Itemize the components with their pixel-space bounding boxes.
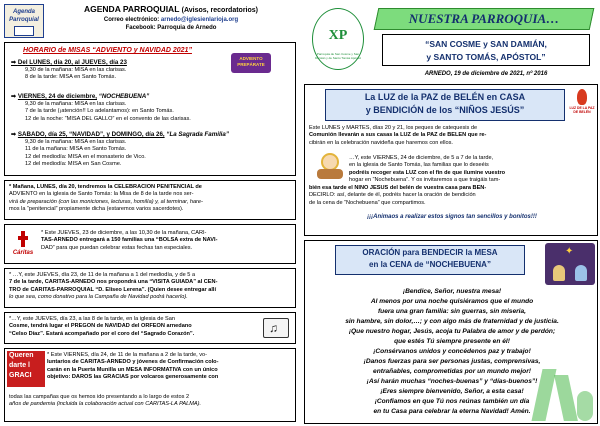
email-link[interactable]: arnedo@iglesienlarioja.org xyxy=(160,17,239,23)
luz2-line-4: bién esa tarde el NIÑO JESÚS del belén de vuestra casa para BEN- xyxy=(309,185,487,191)
mass-schedule-box xyxy=(4,42,296,176)
luz-title-line2: y BENDICIÓN de los “NIÑOS JESÚS” xyxy=(365,105,525,115)
parish-name-box xyxy=(382,34,590,66)
thanks-line-0: * Este VIERNES, día 24, de 11 de la mañana a 2 de la tarde, vo- xyxy=(47,352,208,358)
pregon-line-0: *…Y, este JUEVES, día 23, a las 8 de la tarde, en la iglesia de San xyxy=(9,316,175,322)
luz-line-0: Este LUNES y MARTES, días 20 y 21, los peques de catequesis de xyxy=(309,125,478,131)
visit-line-2: TRO de CÁRITAS-PARROQUIAL “D. Eliseo Lerena”. (Quien desee entregar allí xyxy=(9,286,217,293)
block2-head-a: VIERNES, 24 de diciembre, xyxy=(17,93,97,100)
agenda-title: AGENDA PARROQUIAL xyxy=(84,4,180,14)
arrow-icon: ➡ xyxy=(11,93,18,100)
chi-rho-icon: XP xyxy=(328,28,348,43)
nativity-child-icon xyxy=(315,151,345,181)
right-page xyxy=(302,0,600,426)
caritas-logo xyxy=(8,229,38,259)
block2-line-1: 7 de la tarde (¡atención!! Lo adelantamos): en Santo Tomás. xyxy=(25,108,174,115)
luz-title-line1: La LUZ de la PAZ de BELÉN en CASA xyxy=(364,92,526,102)
schedule-title: HORARIO de MISAS “ADVIENTO y NAVIDAD 2021” xyxy=(23,47,192,54)
thanks-badge-line3: GRACI xyxy=(9,372,32,379)
thanks-badge-line1: Queren xyxy=(9,352,34,359)
parish-line2: y SANTO TOMÁS, APÓSTOL” xyxy=(426,52,546,62)
block3-head-b: “La Sagrada Familia” xyxy=(166,131,229,138)
block1-line-1: 8 de la tarde: MISA en Santo Tomás. xyxy=(25,74,117,81)
thanks-line-1: luntarios de CÁRITAS-ARNEDO y jóvenes de Confirmación colo- xyxy=(47,359,219,366)
prayer-line-12: en tu Casa para celebrar la eterna Navidad! Amén. xyxy=(373,408,531,415)
email-label: Correo electrónico: xyxy=(103,17,160,23)
prayer-line-11: ¡Confiamos en que Tú nos reúnas también un día xyxy=(374,398,530,405)
thanks-box xyxy=(4,348,296,422)
thanks-line-5: años de pandemia (incluida la colaboración actual con CÁRITAS-LA PALMA). xyxy=(9,401,202,408)
arrow-icon: ➡ xyxy=(11,131,18,138)
prayer-line-0: ¡Bendice, Señor, nuestra mesa! xyxy=(402,288,502,295)
block3-head-a: SÁBADO, día 25, “NAVIDAD”, y DOMINGO, día 26, xyxy=(17,131,165,138)
prayer-box xyxy=(304,240,598,424)
penitential-line-2: virá de preparación (con las moniciones, lecturas, homilía) y, al terminar, hare- xyxy=(9,198,203,205)
pregon-line-2: “Celso Díaz”. Estará acompañado por el coro del “Sagrado Corazón”. xyxy=(9,330,195,337)
prayer-line-3: sin hambre, sin dolor,…; y con algo más de fraternidad y de justicia. xyxy=(345,318,559,325)
penitential-line-3: mos la “penitencial” propiamente dicha (estaremos varios sacerdotes). xyxy=(9,206,184,213)
thanks-line-2: carán en la Puerta Munilla un MESA INFORMATIVA con un único xyxy=(47,366,218,373)
prayer-line-5: que estés Tú siempre presente en él! xyxy=(394,338,510,345)
caritas-line-0: * Este JUEVES, 23 de diciembre, a las 10,30 de la mañana, CÁRI- xyxy=(41,230,207,236)
prayer-line-1: Al menos por una noche quisiéramos que el mundo xyxy=(370,298,534,305)
parish-seal xyxy=(306,2,370,76)
luz-closing: ¡¡¡Animaos a realizar estos signos tan sencillos y bonitos!!! xyxy=(367,214,537,220)
cross-icon xyxy=(18,231,28,247)
luz2-line-5: DECIRLO: así, delante de él, podréis hacer la oración de bendición xyxy=(309,192,476,199)
caritas-logo-text: Cáritas xyxy=(12,250,34,256)
prayer-line-7: ¡Danos fuerzas para ser personas justas, comprensivas, xyxy=(363,358,541,365)
advent-badge xyxy=(231,53,271,73)
visit-line-0: * …Y, este JUEVES, día 23, de 11 de la mañana a 1 del mediodía, y de 5 a xyxy=(9,272,196,278)
visit-line-3: lo que sea, como donativo para la Campaña de Navidad podrá hacerlo). xyxy=(9,294,188,301)
prayer-line-2: fuera una gran familia: sin guerras, sin miseria, xyxy=(377,308,527,315)
block3-line-3: 12 del mediodía: MISA en San Cosme. xyxy=(25,161,122,168)
block1-head: Del LUNES, día 20, al JUEVES, día 23 xyxy=(17,59,127,66)
luz2-line-6: de la cena de “Nochebuena” que compartimos. xyxy=(309,199,426,206)
thanks-line-3: objetivo: DAROS las GRACIAS por volcaros generosamente con xyxy=(47,374,219,381)
luz2-line-1: en la iglesia de Santo Tomás, las familias que lo deseéis xyxy=(349,162,489,169)
arrow-icon: ➡ xyxy=(11,59,18,66)
left-page xyxy=(0,0,298,426)
masthead-title: NUESTRA PARROQUIA… xyxy=(408,11,560,26)
block1-line-0: 9,30 de la mañana: MISA en las clarisas. xyxy=(25,67,127,73)
nativity-scene-icon: ✦ xyxy=(545,243,595,285)
prayer-line-8: entrañables, comprometidas por un mundo mejor! xyxy=(373,368,531,375)
penitential-line-1: ADVIENTO en la iglesia de Santo Tomás: la Misa de 8 de la tarde nos ser- xyxy=(9,191,194,198)
agenda-subtitle: (Avisos, recordatorios) xyxy=(181,7,258,14)
visit-line-1: 7 de la tarde, CÁRITAS-ARNEDO nos propondrá una “VISITA GUIADA” al CEN- xyxy=(9,279,218,286)
block2-head-b: “NOCHEBUENA” xyxy=(98,93,150,100)
parish-line1: “SAN COSME y SAN DAMIÁN, xyxy=(425,39,547,49)
peace-light-badge xyxy=(569,89,595,119)
luz2-line-3: hogar en “Nochebuena”. Y os invitaremos a que traigáis tam- xyxy=(349,177,501,184)
choir-music-icon: ♫ xyxy=(261,316,293,341)
pregon-line-1: Cosme, tendrá lugar el PREGÓN de NAVIDAD del ORFEÓN arnedano xyxy=(9,323,192,330)
luz-line-2: cibirán en la celebración navideña que haremos con ellos. xyxy=(309,139,453,146)
block2-line-0: 9,30 de la mañana: MISA en las clarisas. xyxy=(25,101,127,107)
flame-icon xyxy=(577,89,587,105)
thanks-badge xyxy=(7,351,45,387)
caritas-box xyxy=(4,224,296,264)
agenda-logo-line1: Agenda xyxy=(12,9,35,15)
block3-line-2: 12 del mediodía: MISA en el monasterio de Vico. xyxy=(25,153,146,160)
notepad-icon xyxy=(14,26,34,36)
facebook-label: Facebook: xyxy=(125,25,156,31)
prayer-line-6: ¡Consérvanos unidos y concédenos paz y trabajo! xyxy=(373,348,531,355)
prayer-line-4: ¡Que nuestro hogar, Jesús, acoja tu Palabra de amor y de perdón; xyxy=(348,328,556,335)
prayer-title-line1: ORACIÓN para BENDECIR la MESA xyxy=(362,248,498,257)
luz2-line-0: …Y, este VIERNES, 24 de diciembre, de 5 a 7 de la tarde, xyxy=(349,155,494,161)
agenda-header xyxy=(48,4,294,38)
penitential-box xyxy=(4,180,296,220)
caritas-line-1: TAS-ARNEDO entregará a 150 familias una “BOLSA extra de NAVI- xyxy=(41,237,218,244)
penitential-line-0: * Mañana, LUNES, día 20, tendremos la CELEBRACIÓN PENITENCIAL de xyxy=(9,184,202,190)
visit-box xyxy=(4,268,296,308)
peace-light-badge-text: LUZ DE LA PAZ DE BELÉN xyxy=(569,106,595,115)
block2-line-2: 12 de la noche: “MISA DEL GALLO” en el convento de las clarisas. xyxy=(25,115,191,122)
facebook-link[interactable]: Parroquia de Arnedo xyxy=(157,25,217,31)
prayer-line-9: ¡Así harán muchas “noches-buenas” y “días-buenos”! xyxy=(366,378,538,385)
thanks-line-4: todas las campañas que os hemos ido presentando a lo largo de estos 2 xyxy=(9,394,190,400)
seal-ring-text: Parroquia de San Cosme y San Damián y de Santo Tomás Apóstol xyxy=(315,52,361,60)
block3-line-0: 9,30 de la mañana: MISA en las clarisas. xyxy=(25,139,127,145)
advent-badge-text: ADVIENTO PREPÁRATE xyxy=(237,56,265,67)
luz2-line-2: podréis recoger esta LUZ con el fin de que ilumine vuestro xyxy=(349,169,506,176)
thanks-badge-line2: darte l xyxy=(9,362,31,369)
caritas-line-2: DAD” para que puedan celebrar estas fechas tan especiales. xyxy=(41,244,193,251)
block3-line-1: 11 de la mañana: MISA en Santo Tomás. xyxy=(25,146,127,153)
prayer-title-line2: en la CENA de “NOCHEBUENA” xyxy=(369,260,491,269)
luz-line-1: Comunión llevarán a sus casas la LUZ de la PAZ de BELÉN que re- xyxy=(309,132,487,139)
prayer-line-10: ¡Eres siempre bienvenido, Señor, a esta casa! xyxy=(380,388,524,395)
agenda-logo xyxy=(4,4,44,38)
dateline: ARNEDO, 19 de diciembre de 2021, nº 2016 xyxy=(424,71,548,77)
luz-box xyxy=(304,84,598,236)
pregon-box xyxy=(4,312,296,344)
agenda-logo-line2: Parroquial xyxy=(9,17,39,23)
